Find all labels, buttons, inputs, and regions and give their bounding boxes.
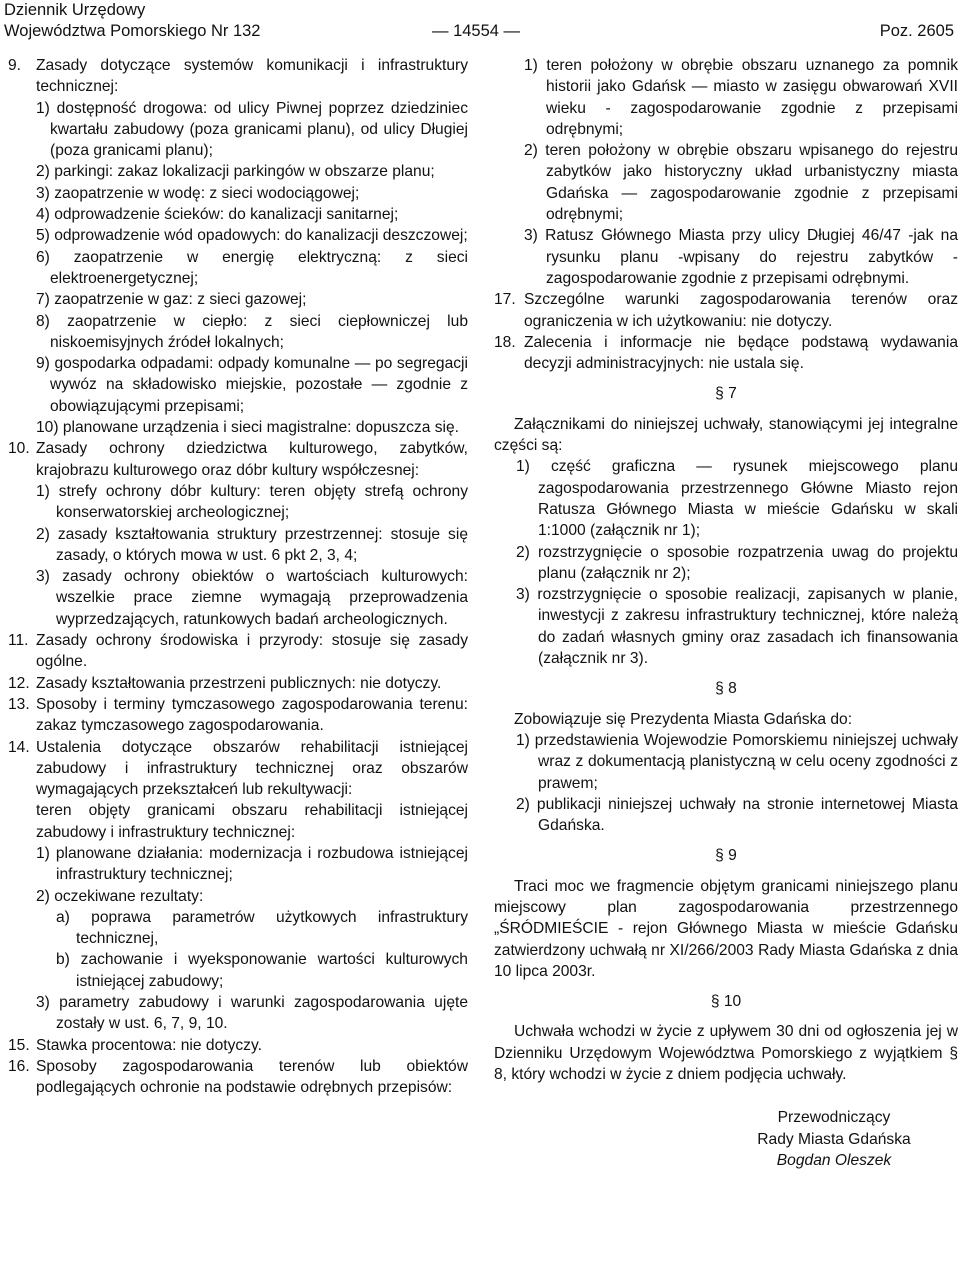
list-item: 3) Ratusz Głównego Miasta przy ulicy Długiej 46/47 -jak na rysunku planu -wpisany do rejestru zabytków -zagospodarowanie zgodnie z przepisami odrębnymi. (524, 227, 958, 287)
paragraph-7-intro: Załącznikami do niniejszej uchwały, stanowiącymi jej integralne części są: (494, 415, 958, 455)
signature-title: Przewodniczący (777, 1109, 891, 1127)
left-column (8, 55, 468, 1099)
list-item: 8) zaopatrzenie w ciepło: z sieci ciepłowniczej lub niskoemisyjnych źródeł lokalnych; (36, 312, 468, 351)
section-title: Zasady dotyczące systemów komunikacji i infrastruktury technicznej: (36, 57, 468, 96)
list-item: 3) rozstrzygnięcie o sposobie realizacji, zapisanych w planie, inwestycji z zakresu infrastruktury technicznej, które należą do zadań własnych gminy oraz zasadach ich finansowania (załącznik nr 3). (516, 586, 958, 668)
paragraph-8-list (494, 730, 958, 836)
section-10 (8, 438, 468, 481)
list-subitem: a) poprawa parametrów użytkowych infrastruktury technicznej, (56, 908, 468, 948)
section-14 (8, 737, 468, 1035)
section-title: Ustalenia dotyczące obszarów rehabilitacji istniejącej zabudowy i infrastruktury technicznej oraz obszarów wymagających przekształceń lub rekultywacji: (36, 738, 468, 799)
list-item: 1) teren położony w obrębie obszaru uznanego za pomnik historii jako Gdańsk — miasto w zasięgu obwarowań XVII wieku - zagospodarowanie zgodnie z przepisami odrębnymi; (524, 57, 958, 138)
section-text: Sposoby zagospodarowania terenów lub obiektów podlegających ochronie na podstawie odrębnych przepisów: (36, 1057, 468, 1097)
list-item: 5) odprowadzenie wód opadowych: do kanalizacji deszczowej; (36, 227, 468, 245)
paragraph-7-list (494, 456, 958, 669)
section-text: Zasady kształtowania przestrzeni publicznych: nie dotyczy. (36, 674, 442, 692)
signature-block (734, 1107, 934, 1171)
section-number: 10. (8, 440, 30, 458)
section-9-list (8, 98, 468, 439)
list-subitem: b) zachowanie i wyeksponowanie wartości kulturowych istniejącej zabudowy; (56, 951, 468, 990)
list-item: 1) przedstawienia Wojewodzie Pomorskiemu niniejszej uchwały wraz z dokumentacją planistyczną w celu oceny zgodności z prawem; (516, 731, 958, 792)
section-title: Zasady ochrony dziedzictwa kulturowego, zabytków, krajobrazu kulturowego oraz dóbr kultury współczesnej: (36, 440, 468, 479)
paragraph-9-heading: § 9 (715, 847, 737, 865)
section-18 (494, 332, 958, 375)
section-11 (8, 630, 468, 673)
list-item: 1) strefy ochrony dóbr kultury: teren objęty strefą ochrony konserwatorskiej archeologicznej; (36, 482, 468, 522)
paragraph-8-heading: § 8 (715, 680, 737, 698)
journal-title-line2: Województwa Pomorskiego Nr 132 (4, 22, 261, 40)
section-number: 15. (8, 1036, 30, 1054)
list-item: 2) rozstrzygnięcie o sposobie rozpatrzenia uwag do projektu planu (załącznik nr 2); (516, 543, 958, 582)
position-number: Poz. 2605 (879, 22, 954, 40)
list-item: 3) zasady ochrony obiektów o wartościach kulturowych: wszelkie prace ziemne wymagają przeprowadzenia wyprzedzających, ratunkowych badań archeologicznych. (36, 568, 468, 628)
signature-name: Bogdan Oleszek (776, 1151, 892, 1169)
list-item: 3) zaopatrzenie w wodę: z sieci wodociągowej; (36, 184, 360, 202)
section-intro: teren objęty granicami obszaru rehabilitacji istniejącej zabudowy i infrastruktury technicznej: (36, 802, 468, 841)
section-17 (494, 289, 958, 332)
section-16 (8, 1056, 468, 1099)
list-item: 2) oczekiwane rezultaty: (36, 887, 204, 905)
section-number: 16. (8, 1057, 30, 1075)
list-item: 3) parametry zabudowy i warunki zagospodarowania ujęte zostały w ust. 6, 7, 9, 10. (36, 994, 468, 1033)
section-number: 14. (8, 738, 30, 756)
section-12 (8, 673, 468, 694)
section-text: Zalecenia i informacje nie będące podstawą wydawania decyzji administracyjnych: nie ustala się. (524, 333, 958, 373)
section-13 (8, 694, 468, 737)
section-number: 13. (8, 695, 30, 713)
list-item: 2) parkingi: zakaz lokalizacji parkingów w obszarze planu; (36, 163, 435, 181)
journal-title (4, 0, 260, 42)
signature-body: Rady Miasta Gdańska (757, 1130, 911, 1148)
section-number: 9. (8, 57, 22, 74)
list-item: 1) część graficzna — rysunek miejscowego planu zagospodarowania przestrzennego Główne Miasto rejon Ratusza Głównego Miasta w mieście Gdańsku w skali 1:1000 (załącznik nr 1); (516, 458, 958, 540)
section-text: Szczególne warunki zagospodarowania terenów oraz ograniczenia w ich użytkowaniu: nie dotyczy. (524, 291, 958, 330)
list-item: 2) publikacji niniejszej uchwały na stronie internetowej Miasta Gdańska. (516, 795, 958, 835)
paragraph-10-heading: § 10 (710, 993, 742, 1011)
section-9 (8, 55, 468, 98)
section-number: 17. (494, 291, 516, 309)
list-item: 6) zaopatrzenie w energię elektryczną: z sieci elektroenergetycznej; (36, 248, 468, 287)
list-item: 9) gospodarka odpadami: odpady komunalne — po segregacji wywóz na składowisko miejskie, pozostałe — zgodnie z obowiązującymi przepisami; (36, 355, 468, 415)
section-16-list (494, 55, 958, 289)
list-item: 7) zaopatrzenie w gaz: z sieci gazowej; (36, 291, 307, 309)
journal-title-line1: Dziennik Urzędowy (4, 1, 146, 19)
section-number: 11. (8, 632, 29, 650)
paragraph-8-intro: Zobowiązuje się Prezydenta Miasta Gdańska do: (514, 710, 853, 728)
list-item: 2) teren położony w obrębie obszaru wpisanego do rejestru zabytków jako historyczny układ urbanistyczny miasta Gdańska — zagospodarowanie zgodnie z przepisami odrębnymi; (524, 142, 958, 224)
list-item: 4) odprowadzenie ścieków: do kanalizacji sanitarnej; (36, 206, 399, 224)
section-number: 12. (8, 674, 30, 692)
right-column (494, 55, 958, 1171)
list-item: 1) planowane działania: modernizacja i rozbudowa istniejącej infrastruktury technicznej; (36, 844, 468, 884)
list-item: 10) planowane urządzenia i sieci magistralne: dopuszcza się. (36, 419, 459, 437)
section-text: Sposoby i terminy tymczasowego zagospodarowania terenu: zakaz tymczasowego zagospodarowania. (36, 695, 468, 735)
section-10-list (8, 481, 468, 630)
section-text: Zasady ochrony środowiska i przyrody: stosuje się zasady ogólne. (36, 632, 468, 671)
paragraph-10-text: Uchwała wchodzi w życie z upływem 30 dni od ogłoszenia jej w Dzienniku Urzędowym Województwa Pomorskiego z wyjątkiem § 8, który wchodzi w życie z dniem podjęcia uchwały. (494, 1023, 958, 1084)
paragraph-9-text: Traci moc we fragmencie objętym granicami niniejszego planu miejscowy plan zagospodarowania przestrzennego „ŚRÓDMIEŚCIE - rejon Głównego Miasta w mieście Gdańsku zatwierdzony uchwałą nr XI/266/2003 Rady Miasta Gdańska z dnia 10 lipca 2003r. (494, 877, 958, 980)
section-15 (8, 1035, 468, 1056)
section-number: 18. (494, 333, 516, 351)
list-item: 1) dostępność drogowa: od ulicy Piwnej poprzez dziedziniec kwartału zabudowy (poza granicami planu), od ulicy Długiej (poza granicami planu); (36, 99, 468, 160)
list-item: 2) zasady kształtowania struktury przestrzennej: stosuje się zasady, o których mowa w ust. 6 pkt 2, 3, 4; (36, 525, 468, 564)
paragraph-7-heading: § 7 (715, 385, 737, 403)
section-text: Stawka procentowa: nie dotyczy. (36, 1036, 262, 1054)
page-number: — 14554 — (432, 22, 521, 40)
